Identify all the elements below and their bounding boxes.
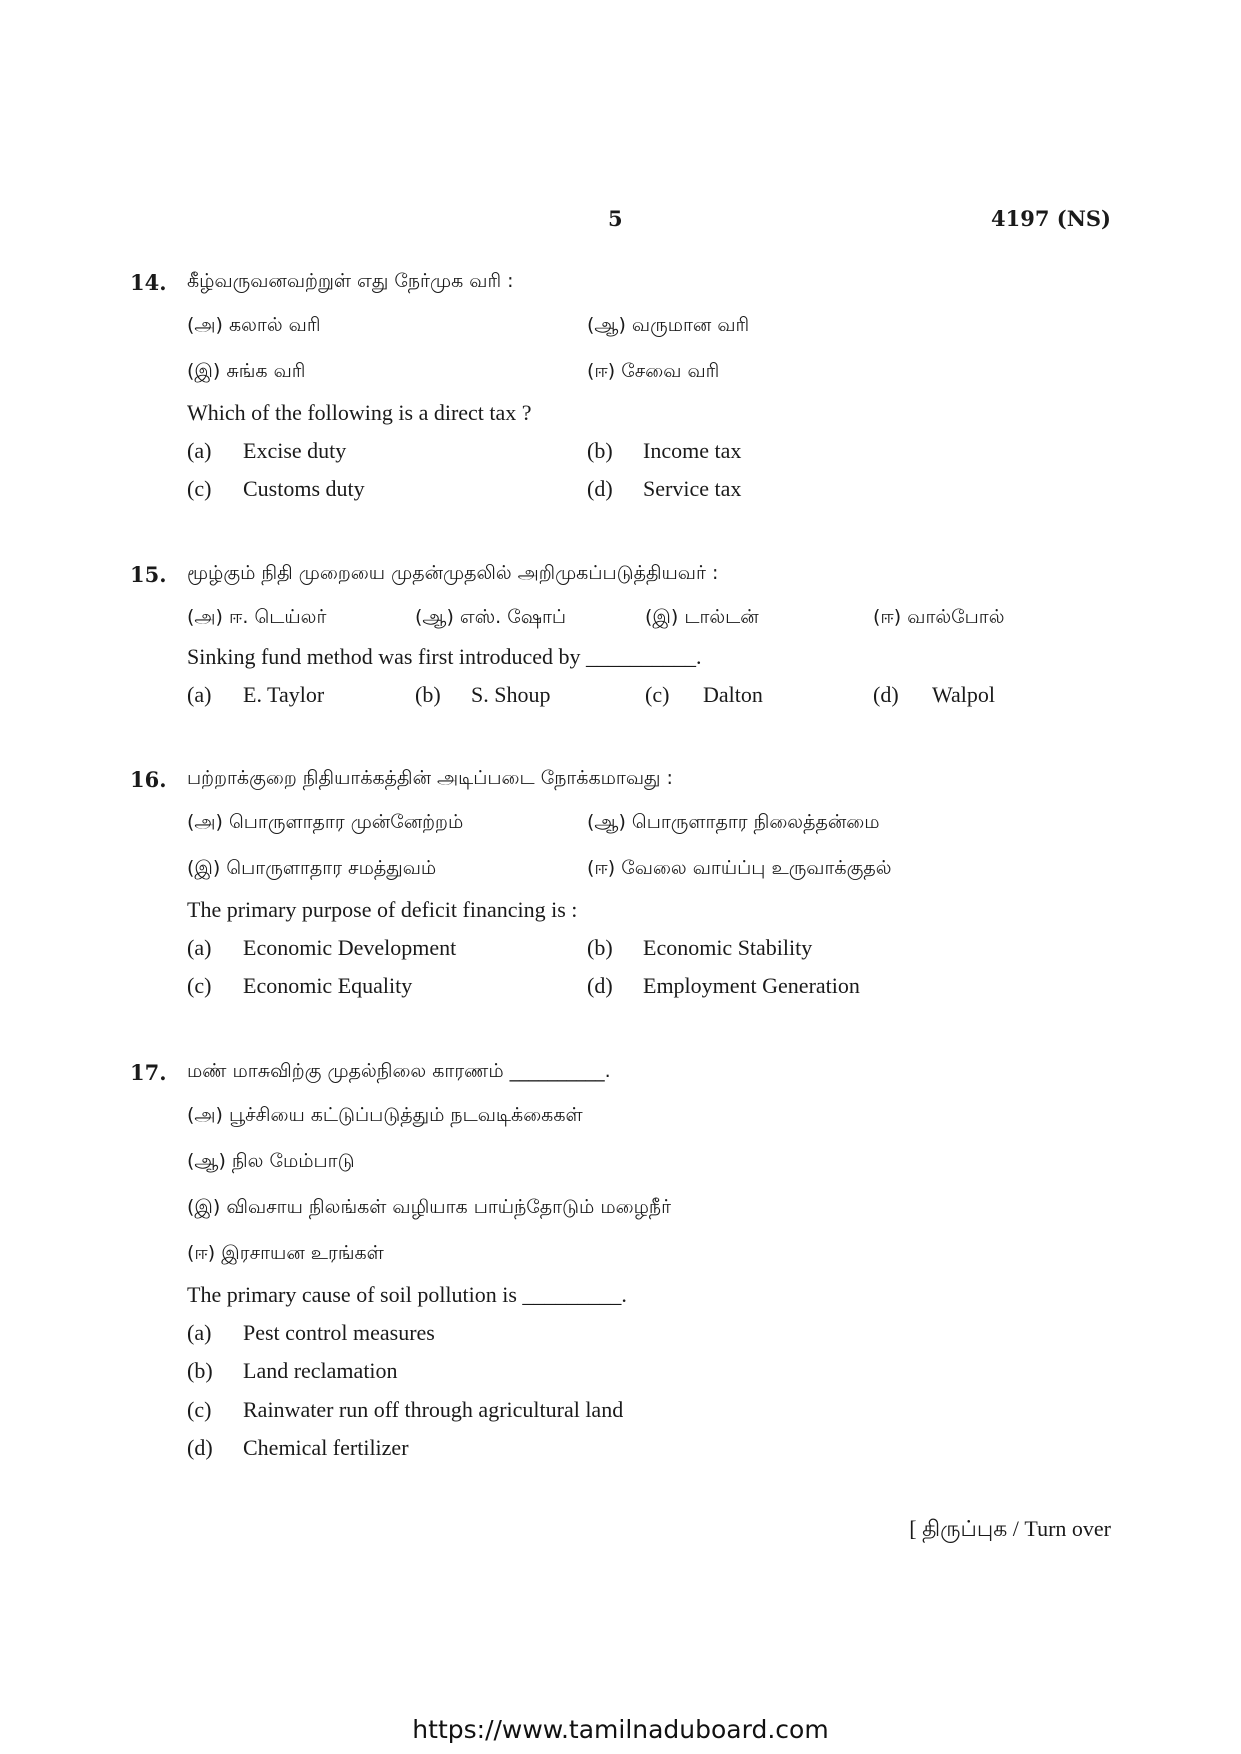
option-text-a: E. Taylor (243, 682, 325, 707)
option-text-d: Walpol (932, 682, 995, 707)
option-label-b: (b) (587, 438, 613, 463)
tamil-question: கீழ்வருவனவற்றுள் எது நேர்முக வரி : (187, 270, 514, 292)
question-number: 16. (130, 767, 167, 792)
paper-code: 4197 (NS) (991, 206, 1111, 231)
option-text-c: Customs duty (243, 476, 365, 501)
tamil-option-d: (ஈ) இரசாயன உரங்கள் (187, 1242, 384, 1264)
question-number: 15. (130, 562, 167, 587)
option-label-d: (d) (187, 1435, 213, 1460)
english-question: The primary cause of soil pollution is _________. (187, 1282, 627, 1307)
tamil-option-a: (அ) பூச்சியை கட்டுப்படுத்தும் நடவடிக்கைகள் (187, 1104, 583, 1126)
option-label-a: (a) (187, 682, 212, 707)
tamil-option-b: (ஆ) வருமான வரி (587, 314, 750, 336)
option-label-c: (c) (187, 1397, 212, 1422)
option-text-c: Dalton (703, 682, 763, 707)
tamil-option-c: (இ) பொருளாதார சமத்துவம் (187, 857, 437, 879)
question-number: 17. (130, 1060, 167, 1085)
tamil-option-a: (அ) பொருளாதார முன்னேற்றம் (187, 811, 464, 833)
source-url-link[interactable]: https://www.tamilnaduboard.com (412, 1715, 829, 1744)
option-label-a: (a) (187, 935, 212, 960)
tamil-option-a: (அ) கலால் வரி (187, 314, 321, 336)
option-text-c: Rainwater run off through agricultural land (243, 1397, 624, 1422)
tamil-option-c: (இ) சுங்க வரி (187, 360, 306, 382)
option-label-c: (c) (187, 973, 212, 998)
turn-over-note: [ திருப்புக / Turn over (909, 1516, 1111, 1541)
option-text-d: Employment Generation (643, 973, 860, 998)
tamil-question: மண் மாசுவிற்கு முதல்நிலை காரணம் __________. (187, 1060, 611, 1082)
option-text-d: Service tax (643, 476, 742, 501)
tamil-option-b: (ஆ) நில மேம்பாடு (187, 1150, 355, 1172)
option-text-d: Chemical fertilizer (243, 1435, 409, 1460)
page-header (0, 206, 1241, 236)
english-question: Sinking fund method was first introduced by __________. (187, 644, 702, 669)
english-question: Which of the following is a direct tax ? (187, 400, 532, 425)
tamil-option-c: (இ) டால்டன் (645, 606, 759, 628)
tamil-question: மூழ்கும் நிதி முறையை முதன்முதலில் அறிமுகப்படுத்தியவர் : (187, 562, 719, 584)
option-text-a: Economic Development (243, 935, 457, 960)
option-text-b: Economic Stability (643, 935, 813, 960)
option-label-b: (b) (587, 935, 613, 960)
option-text-b: Income tax (643, 438, 742, 463)
option-text-b: Land reclamation (243, 1358, 398, 1383)
english-question: The primary purpose of deficit financing is : (187, 897, 578, 922)
tamil-option-c: (இ) விவசாய நிலங்கள் வழியாக பாய்ந்தோடும் மழைநீர் (187, 1196, 672, 1218)
tamil-option-b: (ஆ) எஸ். ஷோப் (415, 606, 567, 628)
option-text-a: Excise duty (243, 438, 347, 463)
option-text-c: Economic Equality (243, 973, 413, 998)
tamil-option-a: (அ) ஈ. டெய்லர் (187, 606, 327, 628)
tamil-option-d: (ஈ) வால்போல் (873, 606, 1005, 628)
option-label-b: (b) (187, 1358, 213, 1383)
option-label-a: (a) (187, 438, 212, 463)
tamil-question: பற்றாக்குறை நிதியாக்கத்தின் அடிப்படை நோக்கமாவது : (187, 767, 673, 789)
option-label-b: (b) (415, 682, 441, 707)
tamil-option-d: (ஈ) வேலை வாய்ப்பு உருவாக்குதல் (587, 857, 892, 879)
tamil-option-d: (ஈ) சேவை வரி (587, 360, 720, 382)
page-number: 5 (608, 206, 623, 231)
option-label-d: (d) (587, 973, 613, 998)
option-text-b: S. Shoup (471, 682, 551, 707)
option-label-c: (c) (645, 682, 670, 707)
question-number: 14. (130, 270, 167, 295)
option-text-a: Pest control measures (243, 1320, 435, 1345)
tamil-option-b: (ஆ) பொருளாதார நிலைத்தன்மை (587, 811, 880, 833)
option-label-d: (d) (873, 682, 899, 707)
option-label-c: (c) (187, 476, 212, 501)
option-label-d: (d) (587, 476, 613, 501)
option-label-a: (a) (187, 1320, 212, 1345)
